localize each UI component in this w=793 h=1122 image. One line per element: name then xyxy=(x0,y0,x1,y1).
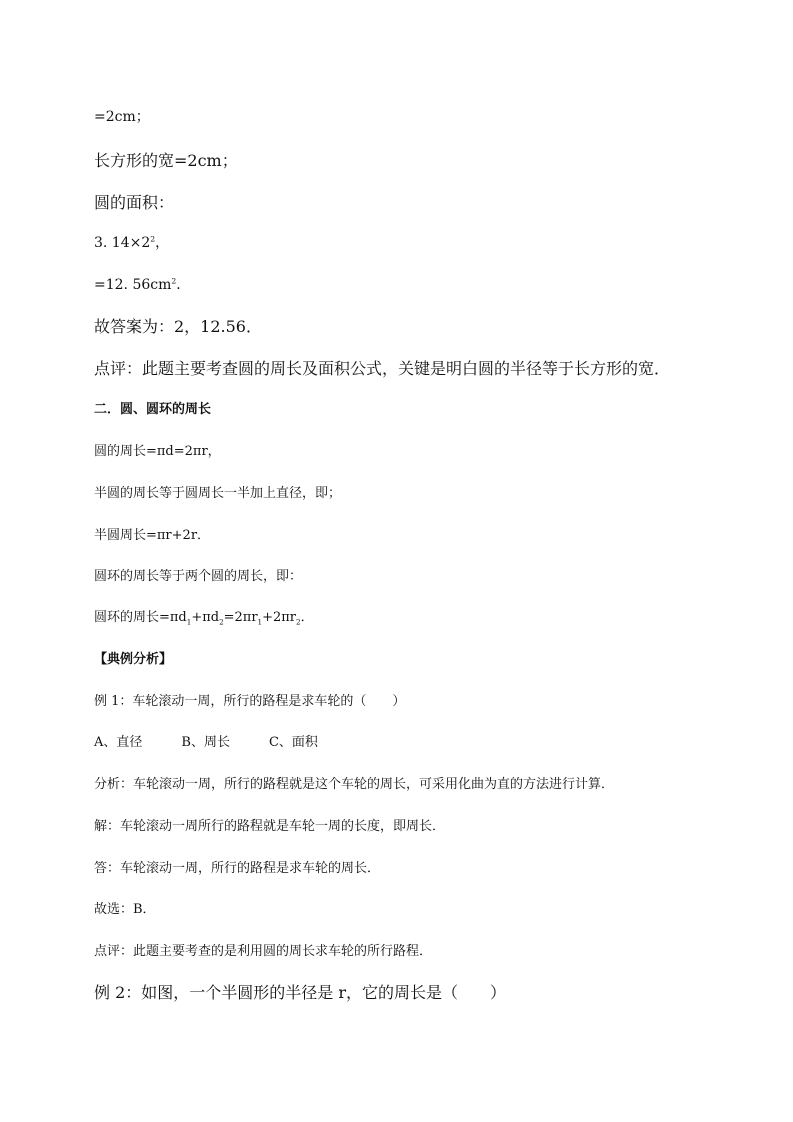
area-formula-end: ， xyxy=(155,235,170,251)
example-1-analysis: 分析：车轮滚动一周，所行的路程就是这个车轮的周长，可采用化曲为直的方法进行计算． xyxy=(94,777,615,792)
example-1-question: 例 1：车轮滚动一周，所行的路程是求车轮的（ ） xyxy=(94,694,406,709)
text-line-ring-formula xyxy=(94,606,314,627)
text-line-area-result xyxy=(94,274,190,294)
text-line-area-formula xyxy=(94,232,169,252)
ring-formula-part-d: +2πr xyxy=(262,610,297,625)
ring-formula-sub-1: 1 xyxy=(186,617,192,627)
area-formula-text: 3. 14×2 xyxy=(94,235,151,251)
section-heading-example-analysis: 【典例分析】 xyxy=(94,652,173,667)
example-1-answer: 答：车轮滚动一周，所行的路程是求车轮的周长． xyxy=(94,861,381,876)
text-line-rectangle-width: 长方形的宽=2cm； xyxy=(94,151,238,170)
ring-formula-part-a: 圆环的周长=πd xyxy=(94,610,187,625)
text-line-semicircle-rule: 半圆的周长等于圆周长一半加上直径，即； xyxy=(94,486,342,501)
section-heading-ring-perimeter: 二．圆、圆环的周长 xyxy=(94,402,212,417)
text-line-circle-area-heading: 圆的面积： xyxy=(94,193,175,212)
text-line-answer: 故答案为：2，12.56． xyxy=(94,317,262,336)
ring-formula-sub-4: 2 xyxy=(296,617,301,627)
text-line-comment-1: 点评：此题主要考查圆的周长及面积公式，关键是明白圆的半径等于长方形的宽． xyxy=(94,359,671,378)
example-1-options: A、直径 B、周长 C、面积 xyxy=(94,735,318,750)
area-result-end: ． xyxy=(176,277,191,293)
example-2-question: 例 2：如图，一个半圆形的半径是 r，它的周长是（ ） xyxy=(94,983,507,1002)
area-result-text: =12. 56cm xyxy=(94,277,172,293)
ring-formula-sub-2: 2 xyxy=(219,617,224,627)
example-1-choice: 故选：B． xyxy=(94,902,156,917)
ring-formula-end: ． xyxy=(300,610,314,625)
example-1-solution: 解：车轮滚动一周所行的路程就是车轮一周的长度，即周长． xyxy=(94,819,446,834)
text-line-semicircle-formula: 半圆周长=πr+2r． xyxy=(94,528,211,543)
ring-formula-part-b: +πd xyxy=(191,610,220,625)
text-line-circle-perimeter: 圆的周长=πd=2πr， xyxy=(94,444,221,459)
area-formula-exponent: 2 xyxy=(150,234,156,244)
text-line-ring-rule: 圆环的周长等于两个圆的周长，即： xyxy=(94,569,303,584)
area-result-exponent: 2 xyxy=(171,276,177,286)
ring-formula-sub-3: 1 xyxy=(257,617,263,627)
text-line-radius-result: =2cm； xyxy=(94,109,150,125)
ring-formula-part-c: =2πr xyxy=(223,610,258,625)
example-1-comment: 点评：此题主要考查的是利用圆的周长求车轮的所行路程． xyxy=(94,944,433,959)
